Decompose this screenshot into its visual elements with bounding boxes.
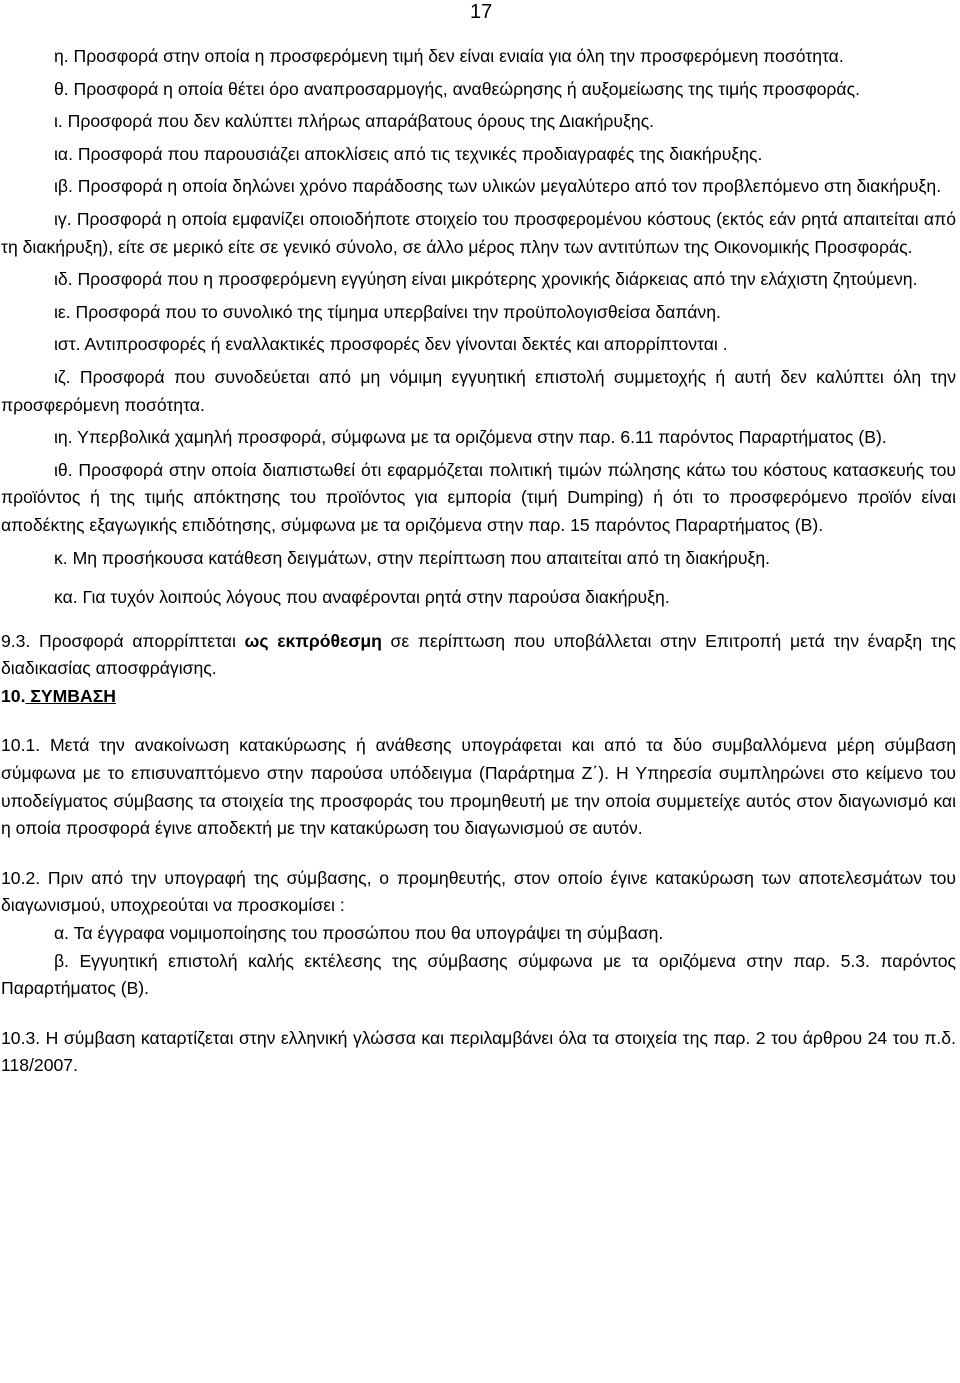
list-item-ia: ια. Προσφορά που παρουσιάζει αποκλίσεις από τις τεχνικές προδιαγραφές της διακήρυξης. <box>54 143 763 164</box>
list-item-ka: κα. Για τυχόν λοιπούς λόγους που αναφέρονται ρητά στην παρούσα διακήρυξη. <box>54 587 670 608</box>
paragraph-9-3-start: 9.3. Προσφορά απορρίπτεται <box>1 630 245 651</box>
section-title: ΣΥΜΒΑΣΗ <box>25 685 116 706</box>
list-item-eta: η. Προσφορά στην οποία η προσφερόμενη τιμή δεν είναι ενιαία για όλη την προσφερόμενη ποσότητα. <box>54 46 844 66</box>
paragraph-10-2-item-a: α. Τα έγγραφα νομιμοποίησης του προσώπου που θα υπογράψει τη σύμβαση. <box>54 923 664 944</box>
paragraph-9-3-end: σε περίπτωση που υποβάλλεται στην Επιτροπή μετά την έναρξη της διαδικασίας αποσφράγισης. <box>1 630 956 679</box>
list-item-ist: ιστ. Αντιπροσφορές ή εναλλακτικές προσφορές δεν γίνονται δεκτές και απορρίπτονται . <box>54 334 728 355</box>
paragraph-10-2: 10.2. Πριν από την υπογραφή της σύμβασης, ο προμηθευτής, στον οποίο έγινε κατακύρωση των αποτελεσμάτων του διαγωνισμού, υποχρεούται να προσκομίσει : <box>1 867 956 916</box>
list-item-iz: ιζ. Προσφορά που συνοδεύεται από μη νόμιμη εγγυητική επιστολή συμμετοχής ή αυτή δεν καλύπτει όλη την προσφερόμενη ποσότητα. <box>1 366 956 415</box>
paragraph-9-3-emphasis: ως εκπρόθεσμη <box>244 630 382 651</box>
list-item-ith: ιθ. Προσφορά στην οποία διαπιστωθεί ότι εφαρμόζεται πολιτική τιμών πώλησης κάτω του κόστους κατασκευής του προϊόντος ή της τιμής απόκτησης του προϊόντος για εμπορία (τιμή Dumping) ή ότι το προσφερόμενο προϊόν είναι αποδέκτης εξαγωγικής επιδότησης, σύμφωνα με τα οριζόμενα στην παρ. 15 παρόντος Παραρτήματος (Β). <box>1 459 956 535</box>
section-number: 10. <box>1 685 26 706</box>
list-item-ih: ιη. Υπερβολικά χαμηλή προσφορά, σύμφωνα με τα οριζόμενα στην παρ. 6.11 παρόντος Παραρτήματος (Β). <box>54 427 887 448</box>
list-item-id: ιδ. Προσφορά που η προσφερόμενη εγγύηση είναι μικρότερης χρονικής διάρκειας από την ελάχιστη ζητούμενη. <box>54 269 918 290</box>
list-item-ig: ιγ. Προσφορά η οποία εμφανίζει οποιοδήποτε στοιχείο του προσφερομένου κόστους (εκτός εάν ρητά απαιτείται από τη διακήρυξη), είτε σε μερικό είτε σε γενικό σύνολο, σε άλλο μέρος πλην των αντιτύπων της Οικονομικής Προσφοράς. <box>1 208 956 257</box>
paragraph-9-3 <box>1 628 956 683</box>
list-item-iota: ι. Προσφορά που δεν καλύπτει πλήρως απαράβατους όρους της Διακήρυξης. <box>54 111 655 132</box>
paragraph-10-1: 10.1. Μετά την ανακοίνωση κατακύρωσης ή ανάθεσης υπογράφεται και από τα δύο συμβαλλόμενα μέρη σύμβαση σύμφωνα με το επισυναπτόμενο στην παρούσα υπόδειγμα (Παράρτημα Ζ΄). Η Υπηρεσία συμπληρώνει στο κείμενο του υποδείγματος σύμβασης τα στοιχεία της προσφοράς του προμηθευτή με την οποία συμμετείχε αυτός στον διαγωνισμό και η οποία προσφορά έγινε αποδεκτή με την κατακύρωση του διαγωνισμού σε αυτόν. <box>1 735 956 839</box>
paragraph-10-3: 10.3. Η σύμβαση καταρτίζεται στην ελληνική γλώσσα και περιλαμβάνει όλα τα στοιχεία της παρ. 2 του άρθρου 24 του π.δ. 118/2007. <box>1 1027 956 1076</box>
section-heading-10 <box>1 683 956 711</box>
list-item-ie: ιε. Προσφορά που το συνολικό της τίμημα υπερβαίνει την προϋπολογισθείσα δαπάνη. <box>54 301 721 322</box>
paragraph-10-2-item-b: β. Εγγυητική επιστολή καλής εκτέλεσης της σύμβασης σύμφωνα με τα οριζόμενα στην παρ. 5.3. παρόντος Παραρτήματος (Β). <box>1 950 956 999</box>
document-body <box>1 43 956 1080</box>
page-number: 17 <box>470 1 493 23</box>
list-item-theta: θ. Προσφορά η οποία θέτει όρο αναπροσαρμογής, αναθεώρησης ή αυξομείωσης της τιμής προσφοράς. <box>54 78 860 99</box>
list-item-ib: ιβ. Προσφορά η οποία δηλώνει χρόνο παράδοσης των υλικών μεγαλύτερο από τον προβλεπόμενο στη διακήρυξη. <box>54 176 942 197</box>
list-item-k: κ. Μη προσήκουσα κατάθεση δειγμάτων, στην περίπτωση που απαιτείται από τη διακήρυξη. <box>54 547 771 568</box>
